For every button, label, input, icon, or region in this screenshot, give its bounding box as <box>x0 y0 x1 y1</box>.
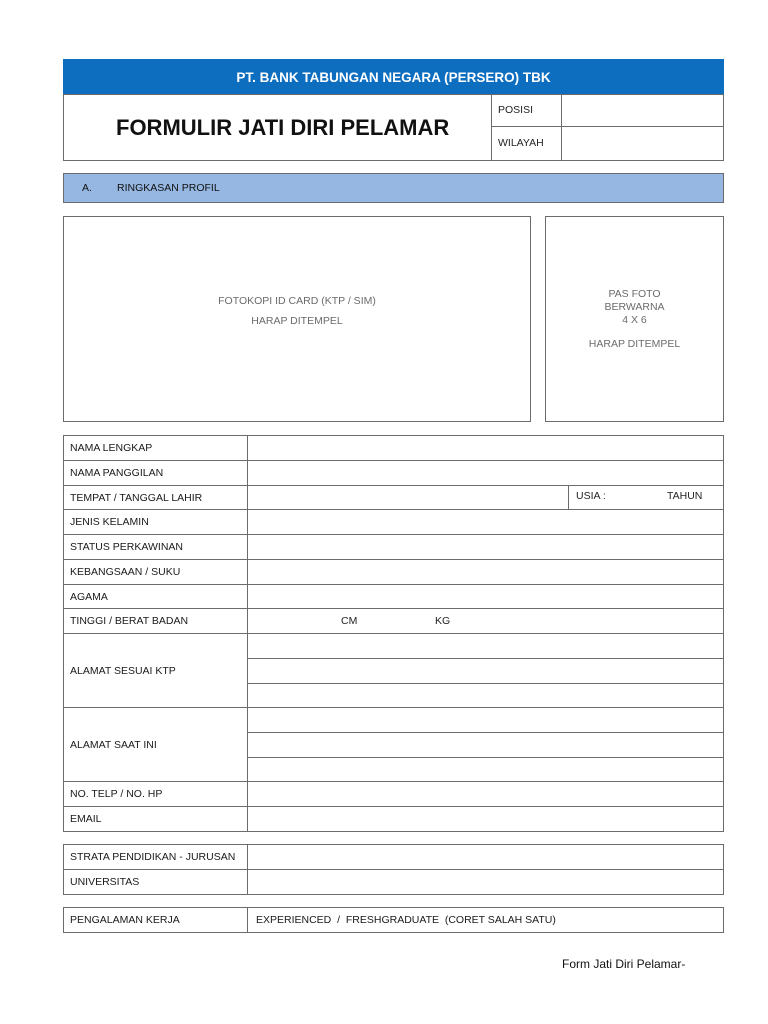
label-nama-lengkap: NAMA LENGKAP <box>70 442 153 454</box>
photo-caption-1: PAS FOTO <box>608 288 661 300</box>
label-telp: NO. TELP / NO. HP <box>70 788 163 800</box>
photo-caption-3: 4 X 6 <box>622 314 647 326</box>
divider <box>247 683 724 684</box>
strata-field[interactable] <box>248 845 723 869</box>
email-field[interactable] <box>248 807 723 831</box>
label-universitas: UNIVERSITAS <box>70 876 140 888</box>
pengalaman-options[interactable]: EXPERIENCED / FRESHGRADUATE (CORET SALAH SATU) <box>256 914 556 926</box>
footer-text: Form Jati Diri Pelamar- <box>562 957 686 971</box>
id-card-area[interactable] <box>63 216 531 422</box>
kg-label: KG <box>435 615 451 627</box>
label-tinggi-berat: TINGGI / BERAT BADAN <box>70 615 189 627</box>
posisi-field[interactable] <box>562 95 723 125</box>
label-status-perkawinan: STATUS PERKAWINAN <box>70 541 183 553</box>
id-card-instruction: HARAP DITEMPEL <box>251 315 343 327</box>
label-jenis-kelamin: JENIS KELAMIN <box>70 516 149 528</box>
agama-field[interactable] <box>248 585 723 608</box>
kebangsaan-field[interactable] <box>248 560 723 584</box>
photo-caption-2: BERWARNA <box>604 301 665 313</box>
divider <box>247 658 724 659</box>
cm-label: CM <box>341 615 358 627</box>
company-header-bar <box>63 59 724 95</box>
label-ttl: TEMPAT / TANGGAL LAHIR <box>70 491 203 504</box>
nama-panggilan-field[interactable] <box>248 461 723 485</box>
usia-label: USIA : <box>576 490 606 502</box>
divider <box>63 707 724 708</box>
wilayah-label: WILAYAH <box>498 137 544 149</box>
id-card-caption: FOTOKOPI ID CARD (KTP / SIM) <box>218 295 376 307</box>
jenis-kelamin-field[interactable] <box>248 510 723 534</box>
status-perkawinan-field[interactable] <box>248 535 723 559</box>
divider <box>247 757 724 758</box>
photo-instruction: HARAP DITEMPEL <box>588 338 681 350</box>
divider <box>568 485 569 509</box>
label-nama-panggilan: NAMA PANGGILAN <box>70 467 164 479</box>
divider <box>247 907 248 933</box>
nama-lengkap-field[interactable] <box>248 436 723 460</box>
tahun-label: TAHUN <box>667 490 703 502</box>
divider <box>247 732 724 733</box>
form-title: FORMULIR JATI DIRI PELAMAR <box>116 115 450 140</box>
label-strata: STRATA PENDIDIKAN - JURUSAN <box>70 851 236 863</box>
label-alamat-saat-ini: ALAMAT SAAT INI <box>70 738 157 751</box>
universitas-field[interactable] <box>248 870 723 894</box>
label-agama: AGAMA <box>70 590 108 603</box>
telp-field[interactable] <box>248 782 723 806</box>
label-kebangsaan: KEBANGSAAN / SUKU <box>70 566 181 578</box>
label-email: EMAIL <box>70 813 102 825</box>
section-a-bar <box>63 173 724 203</box>
section-a-title: RINGKASAN PROFIL <box>117 182 220 194</box>
photo-area[interactable] <box>545 216 724 422</box>
wilayah-field[interactable] <box>562 127 723 160</box>
label-pengalaman: PENGALAMAN KERJA <box>70 914 180 926</box>
section-a-letter: A. <box>82 182 92 194</box>
ttl-field[interactable] <box>248 486 568 509</box>
label-alamat-ktp: ALAMAT SESUAI KTP <box>70 664 176 677</box>
divider <box>491 94 492 161</box>
company-name: PT. BANK TABUNGAN NEGARA (PERSERO) TBK <box>236 69 551 85</box>
posisi-label: POSISI <box>498 104 534 116</box>
